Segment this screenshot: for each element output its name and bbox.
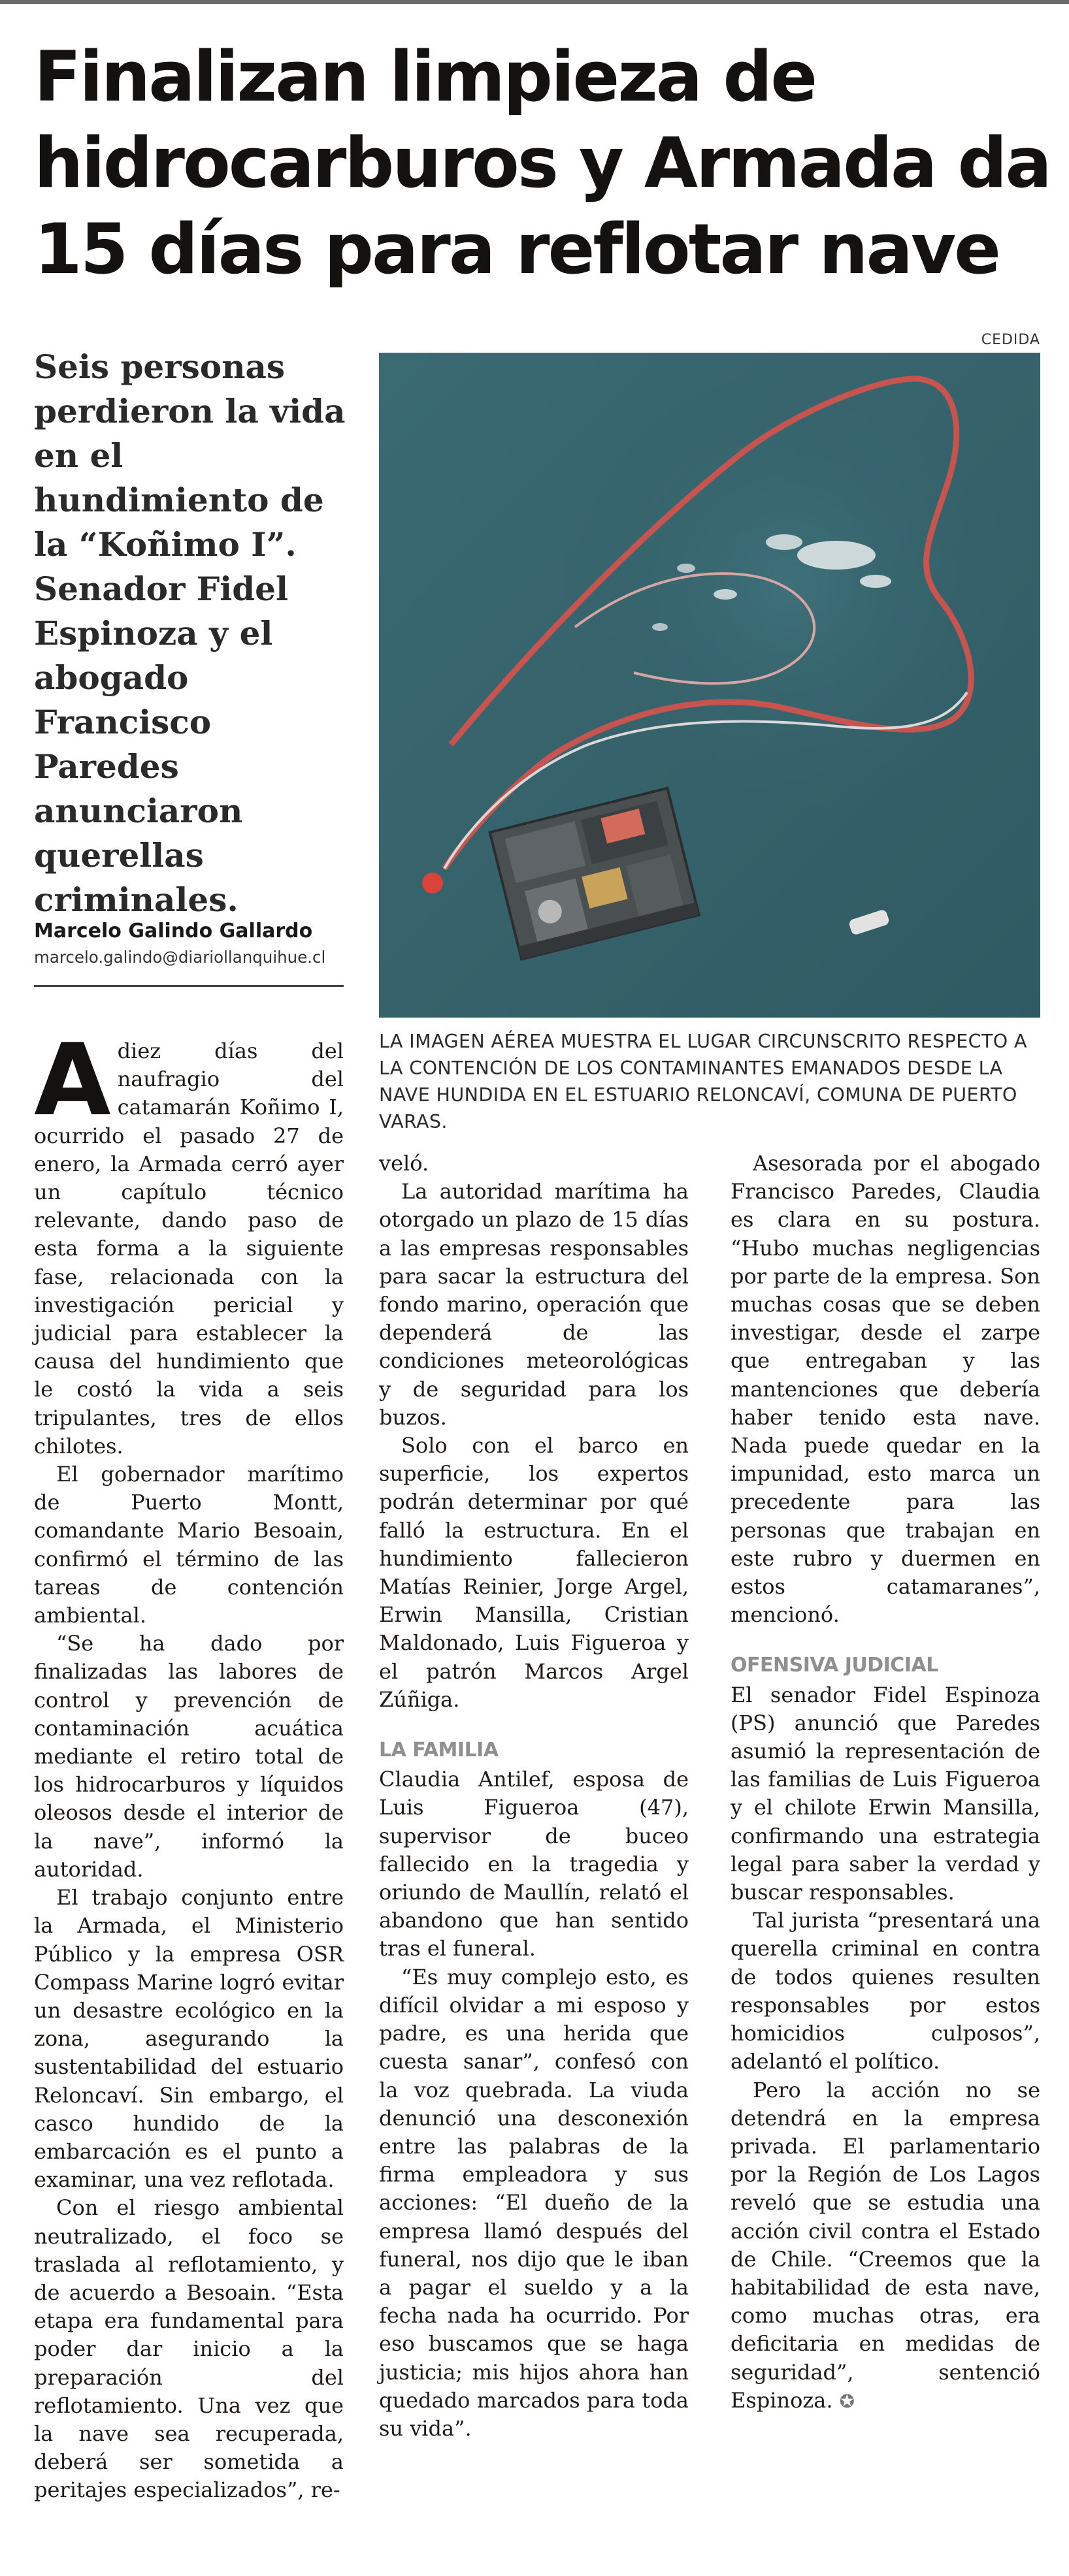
author-name: Marcelo Galindo Gallardo [34,920,313,942]
paragraph: “Es muy complejo esto, es difícil olvidar a mi esposo y padre, es una herida que cuesta sanar”, confesó con la voz quebrada. La viuda denunció una desconexión entre las palabras de la firma empleadora y sus acciones: “El dueño de la empresa llamó después del funeral, nos dijo que le iban a pagar el sueldo y a la fecha nada ha ocurrido. Por eso buscamos que se haga justicia; mis hijos ahora han quedado marcados para toda su vida”. [379,1964,689,2441]
section-heading-ofensiva-judicial: OFENSIVA JUDICIAL [731,1654,938,1677]
paragraph: Solo con el barco en superficie, los expertos podrán determinar por qué falló la estructura. En el hundimiento fallecieron Matías Reinier, Jorge Argel, Erwin Mansilla, Cristian Maldonado, Luis Figueroa y el patrón Marcos Argel Zúñiga. [379,1433,689,1712]
buoy [422,873,443,894]
section-heading-la-familia: LA FAMILIA [379,1739,499,1762]
drop-cap: A [34,1022,111,1138]
paragraph: La autoridad marítima ha otorgado un plazo de 15 días a las empresas responsables para sacar la estructura del fondo marino, operación que dependerá de las condiciones meteorológicas y de seguridad para los buzos. [379,1179,689,1430]
paragraph: El senador Fidel Espinoza (PS) anunció que Paredes asumió la representación de las familias de Luis Figueroa y el chilote Erwin Mansilla, confirmando una estrategia legal para saber la verdad y buscar responsables. [731,1682,1040,1905]
headline: Finalizan limpieza de hidrocarburos y Armada da 15 días para reflotar nave [34,37,1050,289]
article-column-1 [34,1022,344,2505]
photo-caption: LA IMAGEN AÉREA MUESTRA EL LUGAR CIRCUNSCRITO RESPECTO A LA CONTENCIÓN DE LOS CONTAMINANTES EMANADOS DESDE LA NAVE HUNDIDA EN EL ESTUARIO RELONCAVÍ, COMUNA DE PUERTO VARAS. [379,1031,1027,1133]
article-column-2 [379,1150,689,2443]
top-rule [0,0,1069,4]
author-email[interactable]: marcelo.galindo@diariollanquihue.cl [34,948,326,967]
paragraph: Adiez días del naufragio del catamarán Koñimo I, ocurrido el pasado 27 de enero, la Armada cerró ayer un capítulo técnico relevante, dando paso de esta forma a la siguiente fase, relacionada con la investigación pericial y judicial para establecer la causa del hundimiento que le costó la vida a seis tripulantes, tres de ellos chilotes. [34,1022,344,1458]
subhead: Seis personas perdieron la vida en el hundimiento de la “Koñimo I”. Senador Fidel Espinoza y el abogado Francisco Paredes anunciaron querellas criminales. [34,347,346,919]
end-mark-icon: ✪ [839,2390,855,2412]
paragraph: Asesorada por el abogado Francisco Paredes, Claudia es clara en su postura. “Hubo muchas negligencias por parte de la empresa. Son muchas cosas que se deben investigar, desde el zarpe que entregaban y las mantenciones que debería haber tenido esta nave. Nada puede quedar en la impunidad, esto marca un precedente para las personas que trabajan en este rubro y duermen en estos catamaranes”, mencionó. [731,1151,1040,1628]
paragraph: El gobernador marítimo de Puerto Montt, comandante Mario Besoain, confirmó el término de las tareas de contención ambiental. [34,1462,344,1628]
paragraph: Claudia Antilef, esposa de Luis Figueroa (47), supervisor de buceo fallecido en la tragedia y oriundo de Maullín, relató el abandono que han sentido tras el funeral. [379,1767,689,1961]
byline-rule [34,985,344,987]
paragraph: Con el riesgo ambiental neutralizado, el foco se traslada al reflotamiento, y de acuerdo a Besoain. “Esta etapa era fundamental para poder dar inicio a la preparación del reflotamiento. Una vez que la nave sea recuperada, deberá ser sometida a peritajes especializados”, re- [34,2195,344,2503]
paragraph: Tal jurista “presentará una querella criminal en contra de todos quienes resulten responsables por estos homicidios culposos”, adelantó el político. [731,1908,1040,2074]
paragraph: Pero la acción no se detendrá en la empresa privada. El parlamentario por la Región de Los Lagos reveló que se estudia una acción civil contra el Estado de Chile. “Creemos que la habitabilidad de esta nave, como muchas otras, era deficitaria en medidas de seguridad”, sentenció Espinoza. ✪ [731,2077,1040,2413]
paragraph: veló. [379,1151,429,1176]
paragraph: El trabajo conjunto entre la Armada, el Ministerio Público y la empresa OSR Compass Marine logró evitar un desastre ecológico en la zona, asegurando la sustentabilidad del estuario Reloncaví. Sin embargo, el casco hundido de la embarcación es el punto a examinar, una vez reflotada. [34,1885,344,2193]
byline [34,920,361,967]
photo-credit: CEDIDA [981,332,1040,348]
aerial-photo [379,353,1040,1018]
article-column-3 [731,1150,1040,2415]
paragraph: “Se ha dado por finalizadas las labores de control y prevención de contaminación acuática mediante el retiro total de los hidrocarburos y líquidos oleosos desde el interior de la nave”, informó la autoridad. [34,1631,344,1882]
